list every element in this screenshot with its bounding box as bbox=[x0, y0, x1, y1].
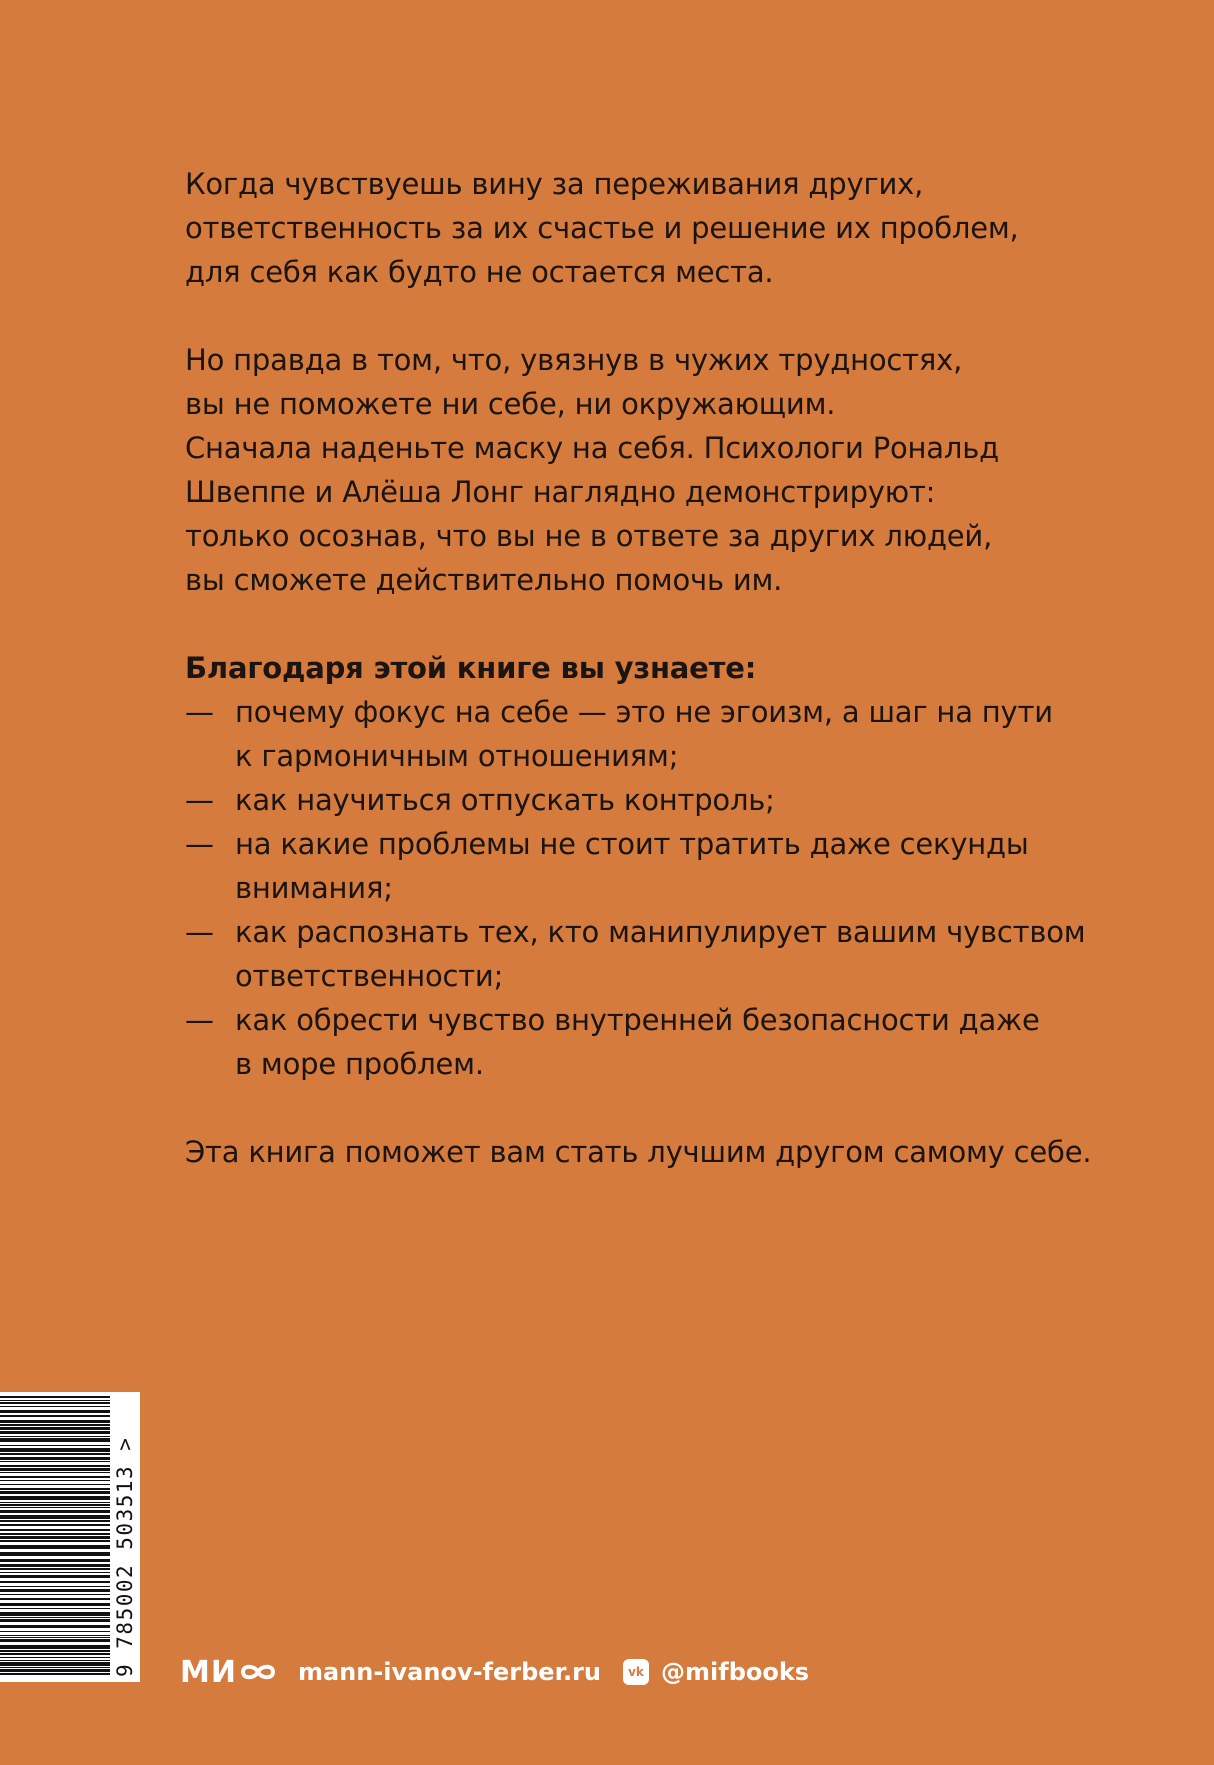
benefit-item bbox=[185, 778, 1105, 822]
dash-bullet: — bbox=[185, 1003, 214, 1037]
dash-bullet: — bbox=[185, 783, 214, 817]
intro-line: ответственность за их счастье и решение их проблем, bbox=[185, 211, 1019, 245]
barcode-bar bbox=[0, 1427, 110, 1430]
barcode-bar bbox=[0, 1484, 110, 1485]
benefit-item bbox=[185, 822, 1105, 910]
barcode-bar bbox=[0, 1410, 110, 1413]
benefit-item bbox=[185, 910, 1105, 998]
barcode-bar bbox=[0, 1667, 110, 1668]
barcode-bar bbox=[0, 1415, 110, 1417]
barcode-bar bbox=[0, 1510, 110, 1513]
intro-line: для себя как будто не остается места. bbox=[185, 255, 774, 289]
barcode-bar bbox=[0, 1581, 110, 1583]
vk-icon[interactable] bbox=[623, 1659, 649, 1685]
barcode-bar bbox=[0, 1637, 110, 1638]
benefit-line: внимания; bbox=[235, 871, 393, 905]
benefit-line: ответственности; bbox=[235, 959, 504, 993]
barcode-bar bbox=[0, 1453, 110, 1455]
intro-paragraph bbox=[185, 162, 1105, 294]
social-handle[interactable]: @mifbooks bbox=[661, 1658, 810, 1686]
benefit-line: как обрести чувство внутренней безопасности даже bbox=[235, 1003, 1040, 1037]
benefits-list bbox=[185, 690, 1105, 1086]
barcode-bar bbox=[0, 1540, 110, 1542]
barcode-bar bbox=[0, 1586, 110, 1587]
barcode-bar bbox=[0, 1619, 110, 1622]
barcode-bar bbox=[0, 1488, 110, 1490]
intro-line: Когда чувствуешь вину за переживания других, bbox=[185, 167, 924, 201]
barcode-bar bbox=[0, 1406, 110, 1407]
barcode-bar bbox=[0, 1598, 110, 1600]
closing-line: Эта книга поможет вам стать лучшим другом самому себе. bbox=[185, 1135, 1092, 1169]
barcode-bars bbox=[0, 1392, 112, 1682]
benefit-line: как научиться отпускать контроль; bbox=[235, 783, 775, 817]
barcode-bar bbox=[0, 1507, 110, 1508]
barcode-bar bbox=[0, 1529, 110, 1531]
barcode-bar bbox=[0, 1496, 110, 1500]
description-text bbox=[185, 162, 1105, 1174]
dash-bullet: — bbox=[185, 827, 214, 861]
benefits-heading: Благодаря этой книге вы узнаете: bbox=[185, 651, 757, 685]
paragraph-spacer bbox=[185, 602, 1105, 646]
vk-icon-label: vk bbox=[628, 1665, 644, 1679]
barcode-bar bbox=[0, 1524, 110, 1526]
barcode-bar bbox=[0, 1662, 110, 1666]
barcode-bar bbox=[0, 1631, 110, 1632]
barcode-bar bbox=[0, 1673, 110, 1675]
publisher-footer bbox=[180, 1652, 809, 1692]
barcode-bar bbox=[0, 1552, 110, 1556]
benefit-line: к гармоничным отношениям; bbox=[235, 739, 679, 773]
barcode-bar bbox=[0, 1545, 110, 1549]
body-line: только осознав, что вы не в ответе за других людей, bbox=[185, 519, 993, 553]
barcode-bar bbox=[0, 1568, 110, 1570]
barcode-bar bbox=[0, 1504, 110, 1506]
benefit-line: почему фокус на себе — это не эгоизм, а шаг на пути bbox=[235, 695, 1053, 729]
barcode-bar bbox=[0, 1520, 110, 1522]
benefit-line: как распознать тех, кто манипулирует вашим чувством bbox=[235, 915, 1086, 949]
barcode-bar bbox=[0, 1669, 110, 1672]
barcode-bar bbox=[0, 1594, 110, 1595]
barcode-bar bbox=[0, 1502, 110, 1503]
barcode-bar bbox=[0, 1639, 110, 1642]
benefit-item bbox=[185, 690, 1105, 778]
barcode-bar bbox=[0, 1480, 110, 1481]
dash-bullet: — bbox=[185, 695, 214, 729]
barcode-bar bbox=[0, 1472, 110, 1473]
logo-letters: МИ bbox=[180, 1654, 237, 1690]
barcode-bar bbox=[0, 1635, 110, 1636]
barcode-bar bbox=[0, 1533, 110, 1535]
barcode-bar bbox=[0, 1589, 110, 1592]
barcode-bar bbox=[0, 1438, 110, 1442]
barcode-bar bbox=[0, 1457, 110, 1460]
body-line: вы не поможете ни себе, ни окружающим. bbox=[185, 387, 836, 421]
benefit-line: в море проблем. bbox=[235, 1047, 484, 1081]
barcode-bar bbox=[0, 1468, 110, 1471]
barcode-bar bbox=[0, 1424, 110, 1426]
barcode-bar bbox=[0, 1465, 110, 1467]
isbn-digits: 9 785002 503513 > bbox=[113, 1436, 137, 1677]
barcode-bar bbox=[0, 1448, 110, 1452]
barcode-bar bbox=[0, 1572, 110, 1573]
barcode-bar bbox=[0, 1476, 110, 1478]
body-line: Швеппе и Алёша Лонг наглядно демонстрируют: bbox=[185, 475, 936, 509]
barcode-bar bbox=[0, 1660, 110, 1661]
barcode-bar bbox=[0, 1653, 110, 1655]
barcode-bar bbox=[0, 1657, 110, 1658]
barcode-bar bbox=[0, 1461, 110, 1462]
benefit-item bbox=[185, 998, 1105, 1086]
body-paragraph bbox=[185, 338, 1105, 602]
barcode-bar bbox=[0, 1431, 110, 1434]
barcode-bar bbox=[0, 1491, 110, 1494]
barcode-bar bbox=[0, 1575, 110, 1578]
barcode-bar bbox=[0, 1617, 110, 1618]
barcode-bar bbox=[0, 1515, 110, 1519]
barcode-bar bbox=[0, 1564, 110, 1567]
barcode-bar bbox=[0, 1396, 110, 1398]
infinity-icon bbox=[238, 1661, 278, 1683]
barcode-bar bbox=[0, 1612, 110, 1616]
barcode-bar bbox=[0, 1402, 110, 1404]
barcode-bar bbox=[0, 1608, 110, 1609]
body-line: вы сможете действительно помочь им. bbox=[185, 563, 783, 597]
barcode-bar bbox=[0, 1650, 110, 1652]
paragraph-spacer bbox=[185, 1086, 1105, 1130]
barcode-bar bbox=[0, 1400, 110, 1401]
barcode-bar bbox=[0, 1645, 110, 1649]
dash-bullet: — bbox=[185, 915, 214, 949]
body-line: Но правда в том, что, увязнув в чужих трудностях, bbox=[185, 343, 963, 377]
barcode-bar bbox=[0, 1603, 110, 1606]
paragraph-spacer bbox=[185, 294, 1105, 338]
publisher-website[interactable]: mann-ivanov-ferber.ru bbox=[297, 1658, 602, 1686]
barcode-bar bbox=[0, 1420, 110, 1423]
barcode-bar bbox=[0, 1536, 110, 1539]
barcode-bar bbox=[0, 1445, 110, 1446]
publisher-logo bbox=[180, 1655, 278, 1690]
benefit-line: на какие проблемы не стоит тратить даже секунды bbox=[235, 827, 1029, 861]
barcode-bar bbox=[0, 1436, 110, 1437]
body-line: Сначала наденьте маску на себя. Психологи Рональд bbox=[185, 431, 999, 465]
barcode-bar bbox=[0, 1625, 110, 1628]
barcode-bar bbox=[0, 1559, 110, 1562]
